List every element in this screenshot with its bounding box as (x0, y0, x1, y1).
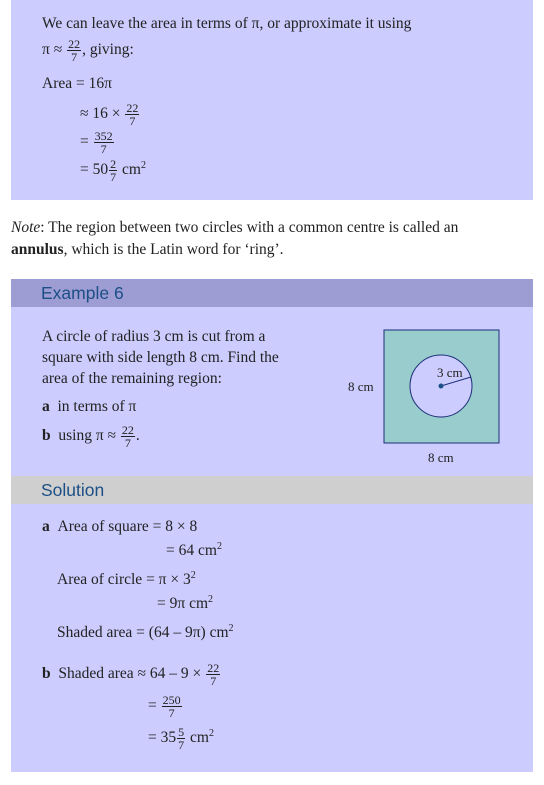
note-line-1: Note: The region between two circles with a common centre is called an (11, 219, 459, 236)
part-b: b using π ≈ $\frac{22}{7}$ . (42, 423, 140, 450)
intro-line-1: We can leave the area in terms of π, or approximate it using (42, 15, 412, 32)
solution-heading: Solution (11, 476, 533, 504)
area-step-1: ≈ 16 × $\frac{22}{7}$ (80, 101, 139, 128)
area-step-2: = $\frac{352}{7}$ (80, 129, 113, 156)
radius-label: 3 cm (437, 365, 463, 380)
solution-a-square-2: = 64 $cm^2$ (166, 540, 222, 559)
area-label: Area = 16π (42, 75, 112, 92)
solution-a-circle-2: = 9π $cm^2$ (157, 593, 214, 612)
solution-b-line-2: = $\frac{250}{7}$ (148, 693, 181, 720)
area-step-3: = 50 $\frac{2}{7}$ $cm^2$ (80, 157, 146, 184)
fraction-b-2: $\frac{250}{7}$ (162, 693, 181, 720)
square-circle-diagram (340, 322, 520, 472)
side-left-label: 8 cm (348, 379, 374, 394)
fraction-b-3: $\frac{5}{7}$ (178, 725, 185, 752)
side-bottom-label: 8 cm (428, 450, 454, 465)
solution-a-circle-1: Area of circle = $\pi \times 3^2$ (57, 569, 196, 588)
question-line-1: A circle of radius 3 cm is cut from a (42, 328, 266, 345)
solution-b-line-1: b Shaded area ≈ 64 – 9 × $\frac{22}{7}$ (42, 661, 220, 688)
fraction-part-b: $\frac{22}{7}$ (121, 423, 134, 450)
centre-dot (439, 384, 444, 389)
question-line-2: square with side length 8 cm. Find the (42, 349, 279, 366)
question-line-3: area of the remaining region: (42, 370, 222, 387)
fraction-step-2: $\frac{352}{7}$ (94, 129, 113, 156)
fraction-22-7: $\frac{22}{7}$ (68, 37, 81, 64)
solution-a-shaded: Shaded area = (64 – 9π) $cm^2$ (57, 622, 234, 641)
fraction-step-3: $\frac{2}{7}$ (110, 157, 117, 184)
fraction-b-1: $\frac{22}{7}$ (207, 661, 220, 688)
fraction-step-1: $\frac{22}{7}$ (126, 101, 139, 128)
example-heading: Example 6 (11, 279, 533, 307)
solution-a-square-1: a Area of square = 8 × 8 (42, 518, 198, 535)
note-line-2: annulus, which is the Latin word for ‘ring’. (11, 241, 284, 258)
solution-b-line-3: = 35 $\frac{5}{7}$ $cm^2$ (148, 725, 214, 752)
intro-line-2: π ≈ $\frac{22}{7}$ , giving: (42, 37, 134, 64)
part-a: a in terms of π (42, 398, 137, 415)
